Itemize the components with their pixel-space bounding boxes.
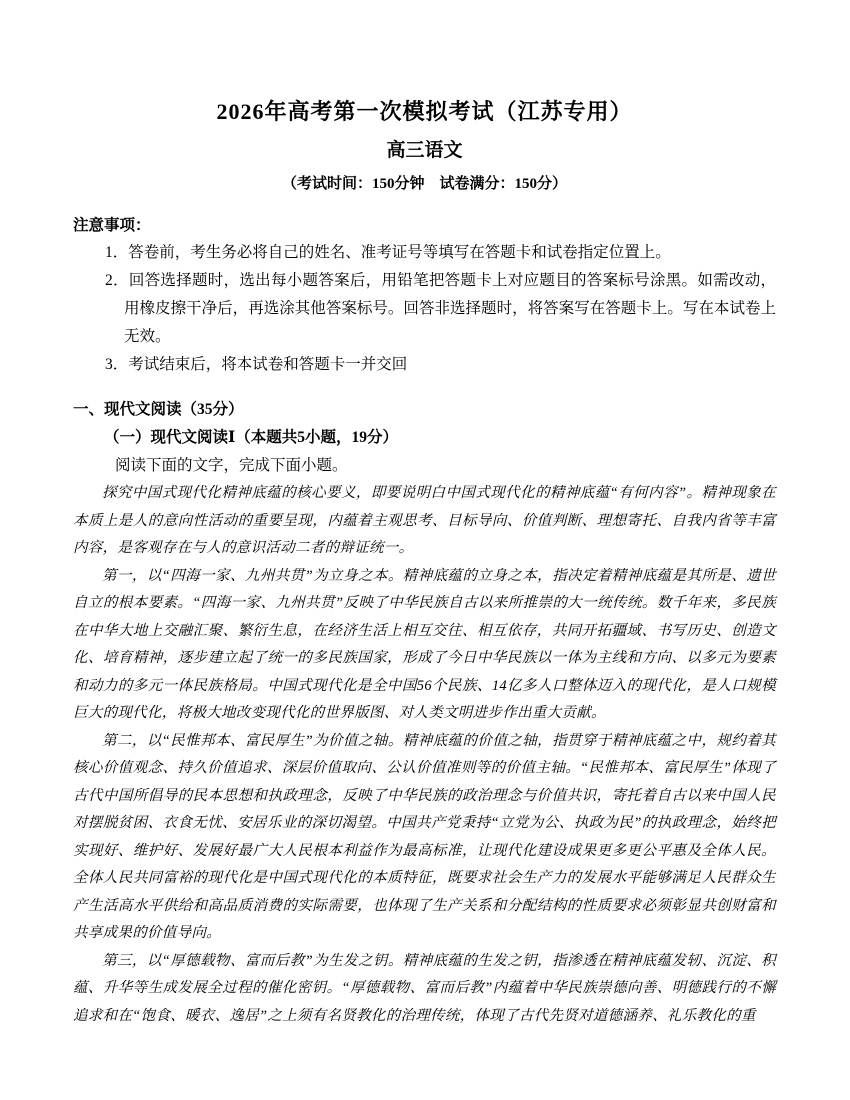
section-heading-modern-reading: 一、现代文阅读（35分）: [73, 401, 244, 418]
subsection-heading-reading-1: （一）现代文阅读Ⅰ（本题共5小题，19分）: [104, 429, 399, 446]
reading-instruction: 阅读下面的文字，完成下面小题。: [115, 457, 348, 474]
notice-item-3: 3．考试结束后，将本试卷和答题卡一并交回: [105, 356, 408, 373]
exam-subject: 高三语文: [386, 140, 463, 161]
exam-info: （考试时间：150分钟 试卷满分：150分）: [281, 176, 567, 192]
passage-paragraph-1: 探究中国式现代化精神底蕴的核心要义，即要说明白中国式现代化的精神底蕴“有何内容”。精神现象在本质上是人的意向性活动的重要呈现，内蕴着主观思考、目标导向、价值判断、理想寄托、自我内省等丰富内容，是客观存在与人的意识活动二者的辩证统一。: [73, 485, 776, 556]
reading-passage: [73, 480, 776, 1030]
passage-paragraph-3: 第二，以“民惟邦本、富民厚生”为价值之轴。精神底蕴的价值之轴，指贯穿于精神底蕴之中，规约着其核心价值观念、持久价值追求、深层价值取向、公认价值准则等的价值主轴。“民惟邦本、富民厚生”体现了古代中国所倡导的民本思想和执政理念，反映了中华民族的政治理念与价值共识，寄托着自古以来中国人民对摆脱贫困、衣食无忧、安居乐业的深切渴望。中国共产党秉持“立党为公、执政为民”的执政理念，始终把实现好、维护好、发展好最广大人民根本利益作为最高标准，让现代化建设成果更多更公平惠及全体人民。全体人民共同富裕的现代化是中国式现代化的本质特征，既要求社会生产力的发展水平能够满足人民群众生产生活高水平供给和高品质消费的实际需要，也体现了生产关系和分配结构的性质要求必须彰显共创财富和共享成果的价值导向。: [73, 732, 776, 941]
passage-paragraph-4: 第三，以“厚德载物、富而后教”为生发之钥。精神底蕴的生发之钥，指渗透在精神底蕴发轫、沉淀、积蕴、升华等生成发展全过程的催化密钥。“厚德载物、富而后教”内蕴着中华民族崇德向善、明德践行的不懈追求和在“饱食、暖衣、逸居”之上须有名贤教化的治理传统，体现了古代先贤对道德涵养、礼乐教化的重: [73, 952, 776, 1024]
passage-paragraph-2: 第一，以“四海一家、九州共贯”为立身之本。精神底蕴的立身之本，指决定着精神底蕴是其所是、遗世自立的根本要素。“四海一家、九州共贯”反映了中华民族自古以来所推崇的大一统传统。数千年来，多民族在中华大地上交融汇聚、繁衍生息，在经济生活上相互交往、相互依存，共同开拓疆域、书写历史、创造文化、培育精神，逐步建立起了统一的多民族国家，形成了今日中华民族以一体为主线和方向、以多元为要素和动力的多元一体民族格局。中国式现代化是全中国56个民族、14亿多人口整体迈入的现代化，是人口规模巨大的现代化，将极大地改变现代化的世界版图、对人类文明进步作出重大贡献。: [73, 567, 776, 721]
notice-item-2: 2．回答选择题时，选出每小题答案后，用铅笔把答题卡上对应题目的答案标号涂黑。如需改动，用橡皮擦干净后，再选涂其他答案标号。回答非选择题时，将答案写在答题卡上。写在本试卷上无效。: [105, 272, 776, 345]
exam-title: 2026年高考第一次模拟考试（江苏专用）: [216, 99, 633, 124]
notice-heading: 注意事项：: [73, 217, 151, 234]
notice-item-1: 1．答卷前，考生务必将自己的姓名、准考证号等填写在答题卡和试卷指定位置上。: [105, 244, 671, 261]
notice-section: [73, 213, 776, 379]
